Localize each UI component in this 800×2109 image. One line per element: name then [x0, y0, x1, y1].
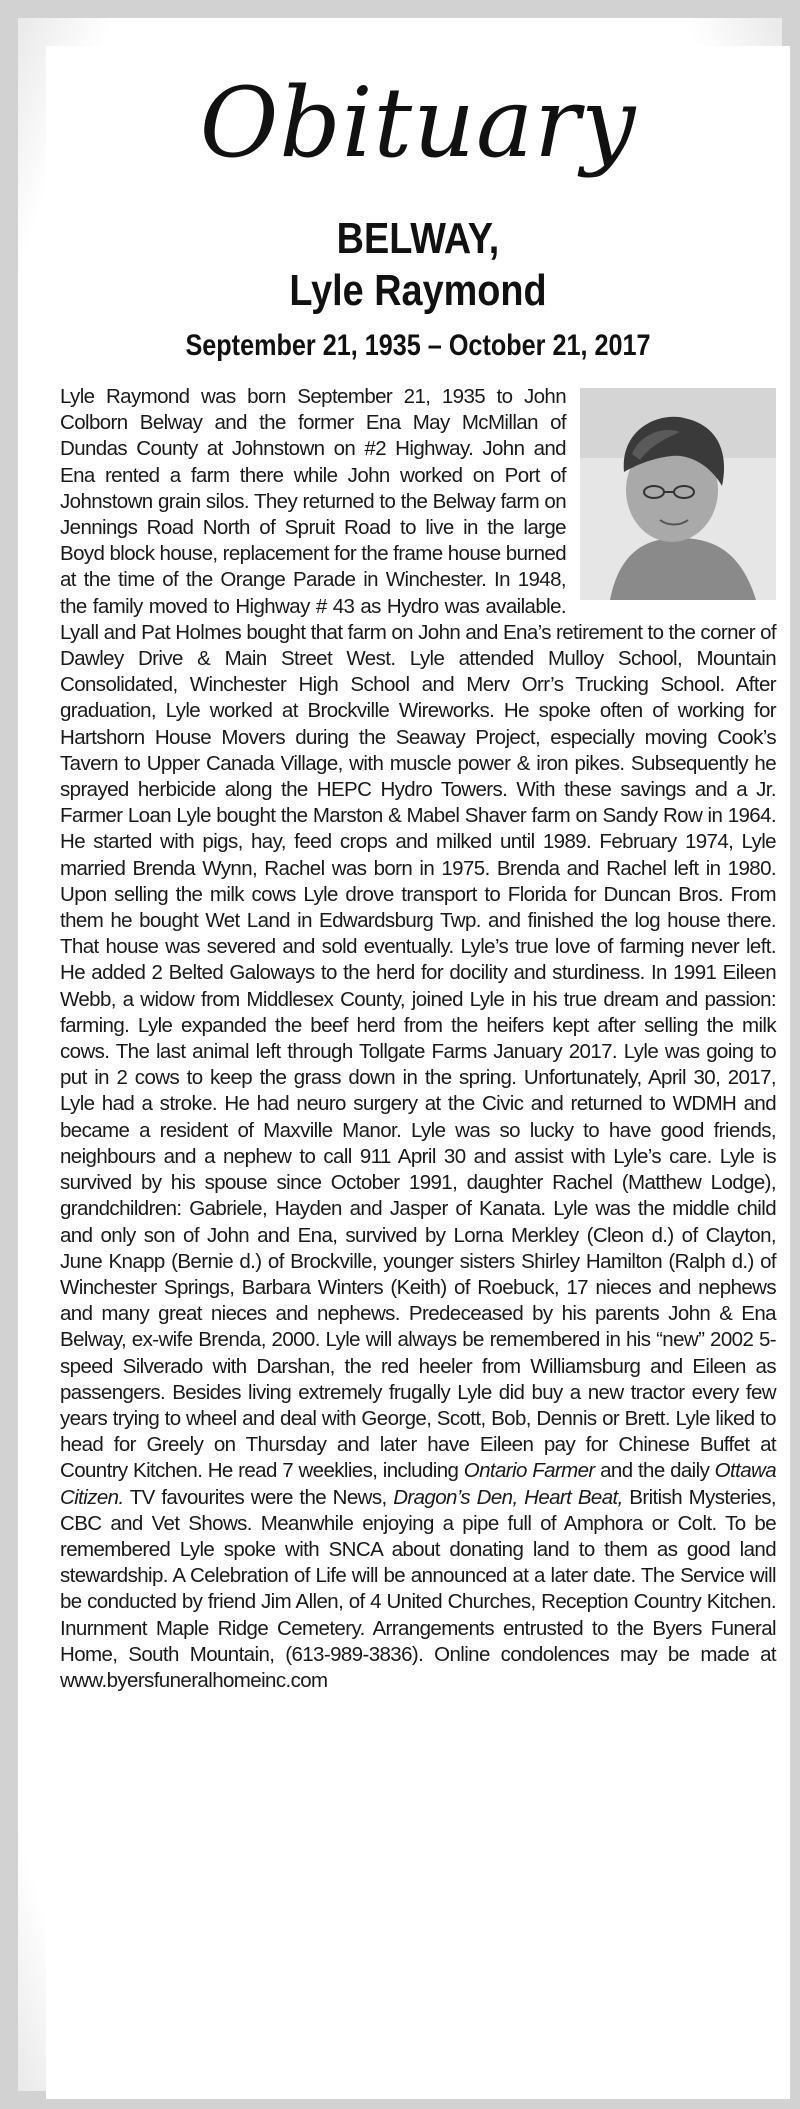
body-italic-2: Ottawa Citizen.: [60, 1459, 777, 1509]
portrait-photo-icon: [580, 388, 776, 600]
life-dates: September 21, 1935 – October 21, 2017: [185, 329, 651, 362]
body-text-3: TV favourites were the News,: [123, 1485, 394, 1509]
portrait-silhouette: [580, 388, 776, 600]
body-text-4: British Mysteries, CBC and Vet Shows. Meanwhile enjoying a pipe full of Amphora or Colt. To be remembered Lyle spoke with SNCA about donating land to them as good land stewardship. A Celebration of Life will be announced at a later date. The Service will be conducted by friend Jim Allen, of 4 United Churches, Reception Country Kitchen. Inurnment Maple Ridge Cemetery. Arrangements entrusted to the Byers Funeral Home, South Mountain, (613-989-3836). Online condolences may be made at www.byersfuneralhomeinc.com: [60, 1485, 777, 1692]
obituary-body: [60, 384, 776, 1694]
surname: BELWAY,: [336, 214, 500, 263]
body-text-2: and the daily: [594, 1459, 715, 1483]
body-text-1: Lyle Raymond was born September 21, 1935 to John Colborn Belway and the former Ena May McMillan of Dundas County at Johnstown on #2 Highway. John and Ena rented a farm there while John worked on Port of Johnstown grain silos. They returned to the Belway farm on Jennings Road North of Spruit Road to live in the large Boyd block house, replacement for the frame house burned at the time of the Orange Parade in Winchester. In 1948, the family moved to Highway # 43 as Hydro was available. Lyall and Pat Holmes bought that farm on John and Ena’s retirement to the corner of Dawley Drive & Main Street West. Lyle attended Mulloy School, Mountain Consolidated, Winchester High School and Merv Orr’s Trucking School. After graduation, Lyle worked at Brockville Wireworks. He spoke often of working for Hartshorn House Movers during the Seaway Project, especially moving Cook’s Tavern to Upper Canada Village, with muscle power & iron pikes. Subsequently he sprayed herbicide along the HEPC Hydro Towers. With these savings and a Jr. Farmer Loan Lyle bought the Marston & Mabel Shaver farm on Sandy Row in 1964. He started with pigs, hay, feed crops and milked until 1989. February 1974, Lyle married Brenda Wynn, Rachel was born in 1975. Brenda and Rachel left in 1980. Upon selling the milk cows Lyle drove transport to Florida for Duncan Bros. From them he bought Wet Land in Edwardsburg Twp. and finished the log house there. That house was severed and sold eventually. Lyle’s true love of farming never left. He added 2 Belted Galoways to the herd for docility and sturdiness. In 1991 Eileen Webb, a widow from Middlesex County, joined Lyle in his true dream and passion: farming. Lyle expanded the beef herd from the heifers kept after selling the milk cows. The last animal left through Tollgate Farms January 2017. Lyle was going to put in 2 cows to keep the grass down in the spring. Unfortunately, April 30, 2017, Lyle had a stroke. He had neuro surgery at the Civic and returned to WDMH and became a resident of Maxville Manor. Lyle was so lucky to have good friends, neighbours and a nephew to call 911 April 30 and assist with Lyle’s care. Lyle is survived by his spouse since October 1991, daughter Rachel (Matthew Lodge), grandchildren: Gabriele, Hayden and Jasper of Kanata. Lyle was the middle child and only son of John and Ena, survived by Lorna Merkley (Cleon d.) of Clayton, June Knapp (Bernie d.) of Brockville, younger sisters Shirley Hamilton (Ralph d.) of Winchester Springs, Barbara Winters (Keith) of Roebuck, 17 nieces and nephews and many great nieces and nephews. Predeceased by his parents John & Ena Belway, ex-wife Brenda, 2000. Lyle will always be remembered in his “new” 2002 5-speed Silverado with Darshan, the red heeler from Williamsburg and Eileen as passengers. Besides living extremely frugally Lyle did buy a new tractor every few years trying to wheel and deal with George, Scott, Bob, Dennis or Brett. Lyle liked to head for Greely on Thursday and later have Eileen pay for Chinese Buffet at Country Kitchen. He read 7 weeklies, including: [60, 385, 776, 1483]
body-italic-1: Ontario Farmer: [463, 1459, 595, 1483]
obituary-card: [46, 46, 790, 2099]
obituary-heading: Obituary: [199, 67, 637, 179]
given-name: Lyle Raymond: [289, 266, 547, 315]
body-italic-3: Dragon’s Den, Heart Beat,: [393, 1485, 623, 1509]
